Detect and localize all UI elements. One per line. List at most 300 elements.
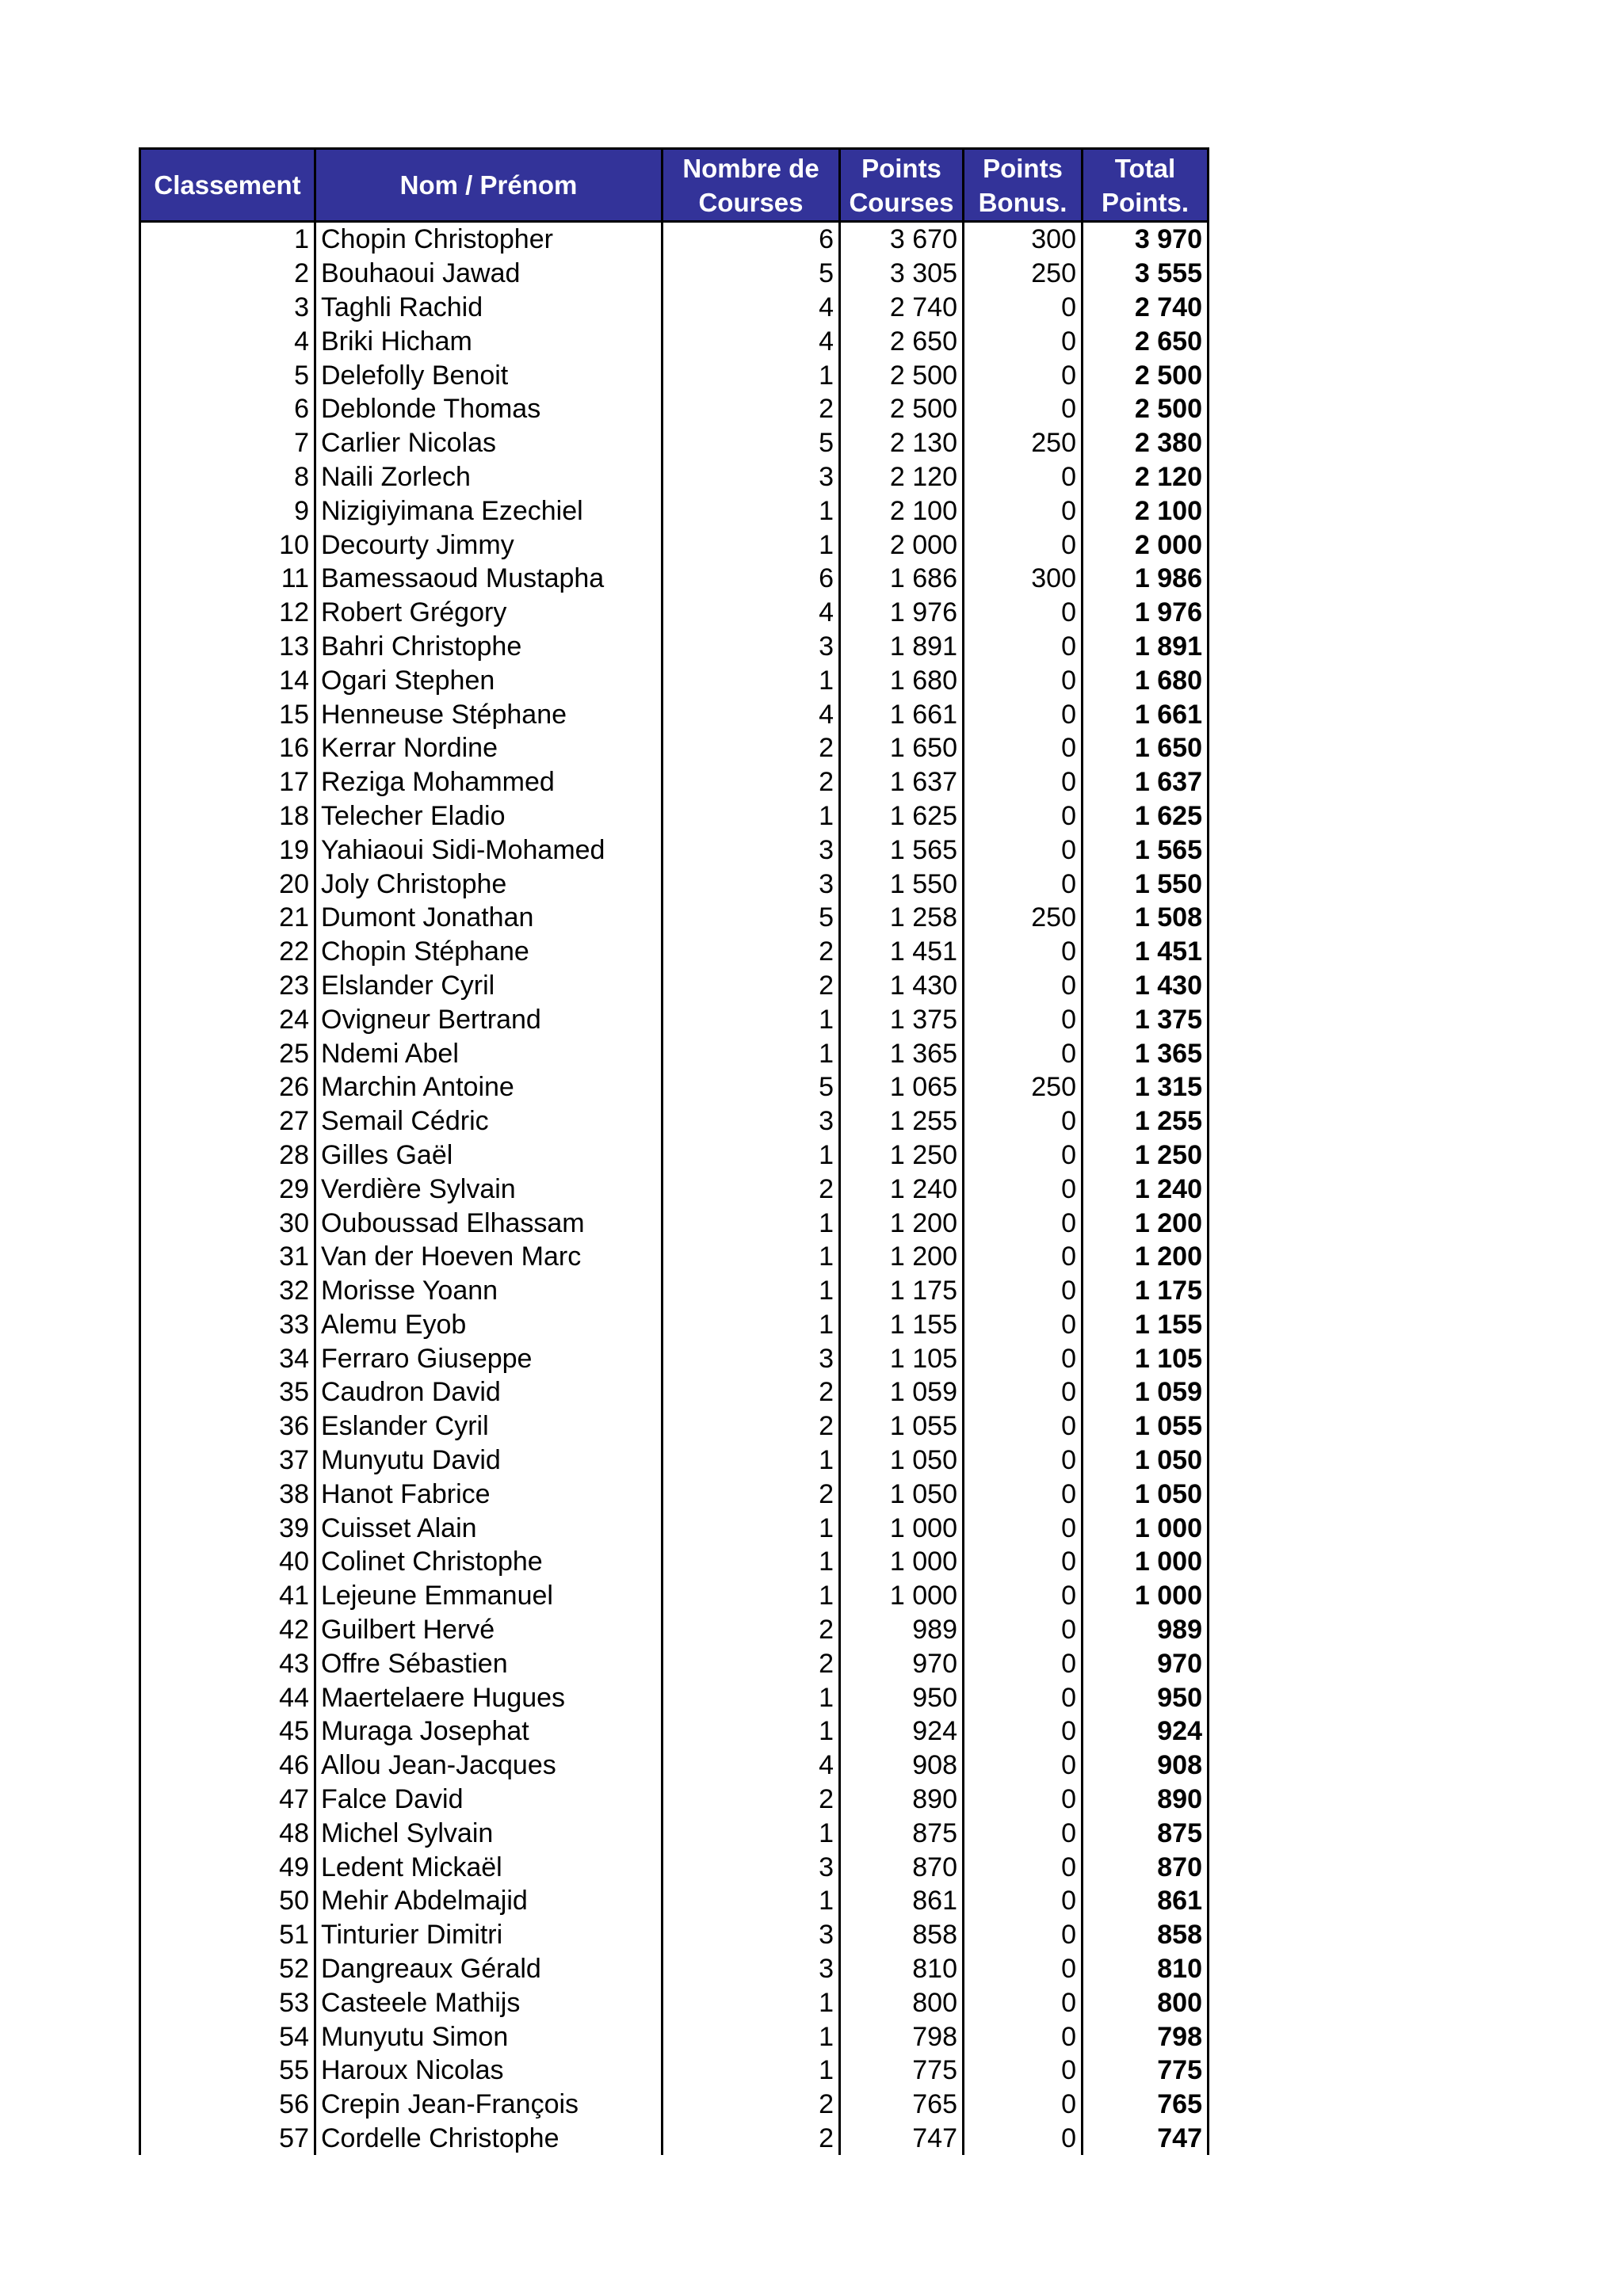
table-row: [140, 1680, 1209, 1714]
total-cell: 775: [1083, 2054, 1209, 2088]
races-cell: 2: [663, 935, 840, 969]
header-races-line2: Courses: [698, 187, 804, 217]
points-cell: 2 100: [840, 494, 964, 528]
table-row: [140, 867, 1209, 901]
bonus-cell: 0: [964, 1511, 1083, 1545]
bonus-cell: 0: [964, 2122, 1083, 2156]
races-cell: 2: [663, 2122, 840, 2156]
total-cell: 1 625: [1083, 799, 1209, 833]
name-cell: Alemu Eyob: [315, 1308, 663, 1342]
header-total-line2: Points.: [1101, 187, 1189, 217]
name-cell: Nizigiyimana Ezechiel: [315, 494, 663, 528]
rank-cell: 12: [140, 596, 315, 630]
bonus-cell: 0: [964, 1477, 1083, 1511]
bonus-cell: 0: [964, 1341, 1083, 1375]
races-cell: 5: [663, 257, 840, 291]
points-cell: 1 550: [840, 867, 964, 901]
points-cell: 1 065: [840, 1070, 964, 1104]
rank-cell: 35: [140, 1375, 315, 1409]
table-row: [140, 663, 1209, 697]
header-row: [140, 149, 1209, 222]
bonus-cell: 0: [964, 1918, 1083, 1952]
rank-cell: 52: [140, 1952, 315, 1986]
table-row: [140, 2122, 1209, 2156]
name-cell: Elslander Cyril: [315, 969, 663, 1003]
name-cell: Delefolly Benoit: [315, 358, 663, 392]
races-cell: 2: [663, 1477, 840, 1511]
rank-cell: 5: [140, 358, 315, 392]
name-cell: Deblonde Thomas: [315, 392, 663, 426]
rank-cell: 42: [140, 1613, 315, 1647]
total-cell: 950: [1083, 1680, 1209, 1714]
rank-cell: 44: [140, 1680, 315, 1714]
total-cell: 1 155: [1083, 1308, 1209, 1342]
total-cell: 2 100: [1083, 494, 1209, 528]
name-cell: Van der Hoeven Marc: [315, 1240, 663, 1274]
table-row: [140, 2088, 1209, 2122]
points-cell: 970: [840, 1646, 964, 1680]
bonus-cell: 0: [964, 1985, 1083, 2019]
points-cell: 875: [840, 1816, 964, 1850]
name-cell: Marchin Antoine: [315, 1070, 663, 1104]
rank-cell: 57: [140, 2122, 315, 2156]
races-cell: 1: [663, 1036, 840, 1070]
rank-cell: 37: [140, 1444, 315, 1478]
races-cell: 3: [663, 1918, 840, 1952]
rank-cell: 18: [140, 799, 315, 833]
total-cell: 1 508: [1083, 901, 1209, 935]
points-cell: 3 670: [840, 222, 964, 257]
name-cell: Gilles Gaël: [315, 1138, 663, 1173]
total-cell: 1 986: [1083, 562, 1209, 596]
races-cell: 2: [663, 392, 840, 426]
points-cell: 1 059: [840, 1375, 964, 1409]
total-cell: 1 375: [1083, 1002, 1209, 1036]
rank-cell: 14: [140, 663, 315, 697]
name-cell: Hanot Fabrice: [315, 1477, 663, 1511]
total-cell: 858: [1083, 1918, 1209, 1952]
points-cell: 1 050: [840, 1444, 964, 1478]
races-cell: 2: [663, 1646, 840, 1680]
rank-cell: 19: [140, 833, 315, 867]
bonus-cell: 250: [964, 257, 1083, 291]
name-cell: Dumont Jonathan: [315, 901, 663, 935]
points-cell: 1 000: [840, 1579, 964, 1613]
points-cell: 1 650: [840, 731, 964, 765]
points-cell: 1 255: [840, 1104, 964, 1138]
races-cell: 2: [663, 731, 840, 765]
rank-cell: 38: [140, 1477, 315, 1511]
races-cell: 1: [663, 528, 840, 562]
rank-cell: 54: [140, 2019, 315, 2054]
races-cell: 1: [663, 1138, 840, 1173]
table-row: [140, 1409, 1209, 1444]
table-row: [140, 1172, 1209, 1206]
table-row: [140, 1985, 1209, 2019]
total-cell: 1 050: [1083, 1444, 1209, 1478]
bonus-cell: 0: [964, 935, 1083, 969]
table-row: [140, 765, 1209, 799]
table-row: [140, 257, 1209, 291]
bonus-cell: 0: [964, 1850, 1083, 1884]
points-cell: 798: [840, 2019, 964, 2054]
name-cell: Eslander Cyril: [315, 1409, 663, 1444]
rank-cell: 26: [140, 1070, 315, 1104]
points-cell: 1 686: [840, 562, 964, 596]
total-cell: 2 650: [1083, 324, 1209, 358]
total-cell: 1 200: [1083, 1206, 1209, 1240]
table-row: [140, 1444, 1209, 1478]
total-cell: 861: [1083, 1884, 1209, 1918]
total-cell: 1 055: [1083, 1409, 1209, 1444]
header-total-line1: Total: [1114, 153, 1176, 183]
table-row: [140, 901, 1209, 935]
table-row: [140, 935, 1209, 969]
table-row: [140, 1138, 1209, 1173]
points-cell: 1 258: [840, 901, 964, 935]
name-cell: Dangreaux Gérald: [315, 1952, 663, 1986]
total-cell: 1 315: [1083, 1070, 1209, 1104]
total-cell: 3 970: [1083, 222, 1209, 257]
points-cell: 1 240: [840, 1172, 964, 1206]
table-row: [140, 426, 1209, 460]
rank-cell: 29: [140, 1172, 315, 1206]
name-cell: Ouboussad Elhassam: [315, 1206, 663, 1240]
rank-cell: 3: [140, 291, 315, 325]
points-cell: 989: [840, 1613, 964, 1647]
bonus-cell: 0: [964, 1613, 1083, 1647]
points-cell: 1 891: [840, 630, 964, 664]
total-cell: 2 500: [1083, 358, 1209, 392]
rank-cell: 41: [140, 1579, 315, 1613]
total-cell: 1 637: [1083, 765, 1209, 799]
points-cell: 810: [840, 1952, 964, 1986]
total-cell: 1 250: [1083, 1138, 1209, 1173]
points-cell: 1 976: [840, 596, 964, 630]
rank-cell: 15: [140, 697, 315, 731]
header-name: Nom / Prénom: [315, 149, 663, 222]
points-cell: 800: [840, 1985, 964, 2019]
points-cell: 2 130: [840, 426, 964, 460]
points-cell: 1 050: [840, 1477, 964, 1511]
bonus-cell: 0: [964, 1172, 1083, 1206]
points-cell: 890: [840, 1783, 964, 1817]
rank-cell: 28: [140, 1138, 315, 1173]
points-cell: 1 250: [840, 1138, 964, 1173]
races-cell: 1: [663, 1816, 840, 1850]
total-cell: 1 000: [1083, 1545, 1209, 1579]
name-cell: Crepin Jean-François: [315, 2088, 663, 2122]
races-cell: 2: [663, 1172, 840, 1206]
rank-cell: 7: [140, 426, 315, 460]
bonus-cell: 0: [964, 1680, 1083, 1714]
rank-cell: 22: [140, 935, 315, 969]
rank-cell: 32: [140, 1274, 315, 1308]
table-row: [140, 1952, 1209, 1986]
total-cell: 1 175: [1083, 1274, 1209, 1308]
bonus-cell: 0: [964, 833, 1083, 867]
points-cell: 2 120: [840, 460, 964, 494]
bonus-cell: 0: [964, 1952, 1083, 1986]
races-cell: 1: [663, 2054, 840, 2088]
points-cell: 1 637: [840, 765, 964, 799]
races-cell: 1: [663, 799, 840, 833]
bonus-cell: 0: [964, 2019, 1083, 2054]
table-row: [140, 460, 1209, 494]
bonus-cell: 0: [964, 1206, 1083, 1240]
name-cell: Joly Christophe: [315, 867, 663, 901]
bonus-cell: 0: [964, 1816, 1083, 1850]
table-row: [140, 731, 1209, 765]
table-row: [140, 1036, 1209, 1070]
table-row: [140, 1240, 1209, 1274]
name-cell: Ogari Stephen: [315, 663, 663, 697]
races-cell: 6: [663, 562, 840, 596]
name-cell: Robert Grégory: [315, 596, 663, 630]
races-cell: 4: [663, 324, 840, 358]
points-cell: 1 000: [840, 1545, 964, 1579]
name-cell: Reziga Mohammed: [315, 765, 663, 799]
name-cell: Haroux Nicolas: [315, 2054, 663, 2088]
total-cell: 2 740: [1083, 291, 1209, 325]
rank-cell: 6: [140, 392, 315, 426]
points-cell: 1 365: [840, 1036, 964, 1070]
table-row: [140, 697, 1209, 731]
name-cell: Bouhaoui Jawad: [315, 257, 663, 291]
bonus-cell: 0: [964, 1579, 1083, 1613]
total-cell: 798: [1083, 2019, 1209, 2054]
races-cell: 1: [663, 1511, 840, 1545]
bonus-cell: 0: [964, 1274, 1083, 1308]
rank-cell: 27: [140, 1104, 315, 1138]
total-cell: 1 891: [1083, 630, 1209, 664]
bonus-cell: 0: [964, 596, 1083, 630]
total-cell: 1 255: [1083, 1104, 1209, 1138]
table-row: [140, 2019, 1209, 2054]
points-cell: 2 000: [840, 528, 964, 562]
total-cell: 970: [1083, 1646, 1209, 1680]
table-row: [140, 1850, 1209, 1884]
total-cell: 747: [1083, 2122, 1209, 2156]
total-cell: 2 120: [1083, 460, 1209, 494]
races-cell: 3: [663, 867, 840, 901]
name-cell: Kerrar Nordine: [315, 731, 663, 765]
header-points-races-line1: Points: [861, 153, 941, 183]
bonus-cell: 0: [964, 1409, 1083, 1444]
rank-cell: 24: [140, 1002, 315, 1036]
total-cell: 1 365: [1083, 1036, 1209, 1070]
total-cell: 875: [1083, 1816, 1209, 1850]
name-cell: Ovigneur Bertrand: [315, 1002, 663, 1036]
rank-cell: 51: [140, 1918, 315, 1952]
points-cell: 1 200: [840, 1206, 964, 1240]
name-cell: Briki Hicham: [315, 324, 663, 358]
total-cell: 800: [1083, 1985, 1209, 2019]
total-cell: 1 200: [1083, 1240, 1209, 1274]
total-cell: 2 000: [1083, 528, 1209, 562]
table-row: [140, 799, 1209, 833]
table-row: [140, 1918, 1209, 1952]
name-cell: Muraga Josephat: [315, 1714, 663, 1749]
races-cell: 3: [663, 1341, 840, 1375]
table-row: [140, 1579, 1209, 1613]
races-cell: 4: [663, 291, 840, 325]
header-points-races-line2: Courses: [849, 187, 954, 217]
bonus-cell: 0: [964, 392, 1083, 426]
name-cell: Chopin Christopher: [315, 222, 663, 257]
rank-cell: 16: [140, 731, 315, 765]
rank-cell: 48: [140, 1816, 315, 1850]
rank-cell: 25: [140, 1036, 315, 1070]
bonus-cell: 0: [964, 1375, 1083, 1409]
total-cell: 1 550: [1083, 867, 1209, 901]
bonus-cell: 0: [964, 1002, 1083, 1036]
rank-cell: 30: [140, 1206, 315, 1240]
total-cell: 1 050: [1083, 1477, 1209, 1511]
rank-cell: 50: [140, 1884, 315, 1918]
name-cell: Semail Cédric: [315, 1104, 663, 1138]
races-cell: 1: [663, 1680, 840, 1714]
points-cell: 1 055: [840, 1409, 964, 1444]
rank-cell: 4: [140, 324, 315, 358]
points-cell: 775: [840, 2054, 964, 2088]
rank-cell: 43: [140, 1646, 315, 1680]
header-points-bonus: [964, 149, 1083, 222]
table-row: [140, 1375, 1209, 1409]
points-cell: 2 740: [840, 291, 964, 325]
table-row: [140, 324, 1209, 358]
table-row: [140, 1613, 1209, 1647]
rank-cell: 40: [140, 1545, 315, 1579]
rank-cell: 45: [140, 1714, 315, 1749]
table-row: [140, 1714, 1209, 1749]
name-cell: Munyutu Simon: [315, 2019, 663, 2054]
races-cell: 5: [663, 426, 840, 460]
bonus-cell: 0: [964, 731, 1083, 765]
table-row: [140, 1783, 1209, 1817]
races-cell: 1: [663, 1308, 840, 1342]
header-points-bonus-line2: Bonus.: [978, 187, 1067, 217]
bonus-cell: 0: [964, 1104, 1083, 1138]
name-cell: Lejeune Emmanuel: [315, 1579, 663, 1613]
table-row: [140, 1206, 1209, 1240]
points-cell: 1 375: [840, 1002, 964, 1036]
name-cell: Ledent Mickaël: [315, 1850, 663, 1884]
table-row: [140, 1274, 1209, 1308]
ranking-table: [139, 147, 1209, 2155]
rank-cell: 20: [140, 867, 315, 901]
races-cell: 1: [663, 1579, 840, 1613]
table-row: [140, 1816, 1209, 1850]
points-cell: 950: [840, 1680, 964, 1714]
bonus-cell: 0: [964, 324, 1083, 358]
bonus-cell: 0: [964, 1545, 1083, 1579]
name-cell: Morisse Yoann: [315, 1274, 663, 1308]
races-cell: 3: [663, 460, 840, 494]
races-cell: 5: [663, 1070, 840, 1104]
points-cell: 1 175: [840, 1274, 964, 1308]
rank-cell: 17: [140, 765, 315, 799]
table-body: [140, 222, 1209, 2156]
points-cell: 2 500: [840, 358, 964, 392]
bonus-cell: 300: [964, 562, 1083, 596]
name-cell: Falce David: [315, 1783, 663, 1817]
name-cell: Offre Sébastien: [315, 1646, 663, 1680]
total-cell: 924: [1083, 1714, 1209, 1749]
points-cell: 1 680: [840, 663, 964, 697]
races-cell: 1: [663, 358, 840, 392]
name-cell: Ferraro Giuseppe: [315, 1341, 663, 1375]
races-cell: 2: [663, 1409, 840, 1444]
points-cell: 1 000: [840, 1511, 964, 1545]
rank-cell: 46: [140, 1749, 315, 1783]
races-cell: 1: [663, 663, 840, 697]
total-cell: 1 000: [1083, 1579, 1209, 1613]
rank-cell: 31: [140, 1240, 315, 1274]
rank-cell: 8: [140, 460, 315, 494]
name-cell: Yahiaoui Sidi-Mohamed: [315, 833, 663, 867]
name-cell: Mehir Abdelmajid: [315, 1884, 663, 1918]
races-cell: 2: [663, 1375, 840, 1409]
bonus-cell: 0: [964, 663, 1083, 697]
races-cell: 1: [663, 1985, 840, 2019]
table-row: [140, 833, 1209, 867]
points-cell: 908: [840, 1749, 964, 1783]
races-cell: 1: [663, 1240, 840, 1274]
bonus-cell: 0: [964, 1240, 1083, 1274]
table-row: [140, 1002, 1209, 1036]
races-cell: 2: [663, 2088, 840, 2122]
total-cell: 1 000: [1083, 1511, 1209, 1545]
name-cell: Cordelle Christophe: [315, 2122, 663, 2156]
points-cell: 1 200: [840, 1240, 964, 1274]
table-row: [140, 528, 1209, 562]
races-cell: 1: [663, 1714, 840, 1749]
header-points-races: [840, 149, 964, 222]
points-cell: 1 105: [840, 1341, 964, 1375]
bonus-cell: 0: [964, 1646, 1083, 1680]
bonus-cell: 0: [964, 460, 1083, 494]
name-cell: Michel Sylvain: [315, 1816, 663, 1850]
table-row: [140, 1511, 1209, 1545]
races-cell: 3: [663, 1104, 840, 1138]
rank-cell: 53: [140, 1985, 315, 2019]
points-cell: 1 451: [840, 935, 964, 969]
rank-cell: 55: [140, 2054, 315, 2088]
rank-cell: 47: [140, 1783, 315, 1817]
races-cell: 3: [663, 630, 840, 664]
header-races: [663, 149, 840, 222]
bonus-cell: 0: [964, 799, 1083, 833]
total-cell: 1 430: [1083, 969, 1209, 1003]
rank-cell: 10: [140, 528, 315, 562]
table-row: [140, 1104, 1209, 1138]
total-cell: 1 451: [1083, 935, 1209, 969]
bonus-cell: 0: [964, 1749, 1083, 1783]
table-row: [140, 1545, 1209, 1579]
rank-cell: 9: [140, 494, 315, 528]
races-cell: 3: [663, 1952, 840, 1986]
bonus-cell: 0: [964, 1444, 1083, 1478]
table-row: [140, 562, 1209, 596]
races-cell: 1: [663, 2019, 840, 2054]
name-cell: Colinet Christophe: [315, 1545, 663, 1579]
total-cell: 890: [1083, 1783, 1209, 1817]
table-row: [140, 1646, 1209, 1680]
bonus-cell: 0: [964, 1036, 1083, 1070]
total-cell: 3 555: [1083, 257, 1209, 291]
bonus-cell: 0: [964, 2088, 1083, 2122]
